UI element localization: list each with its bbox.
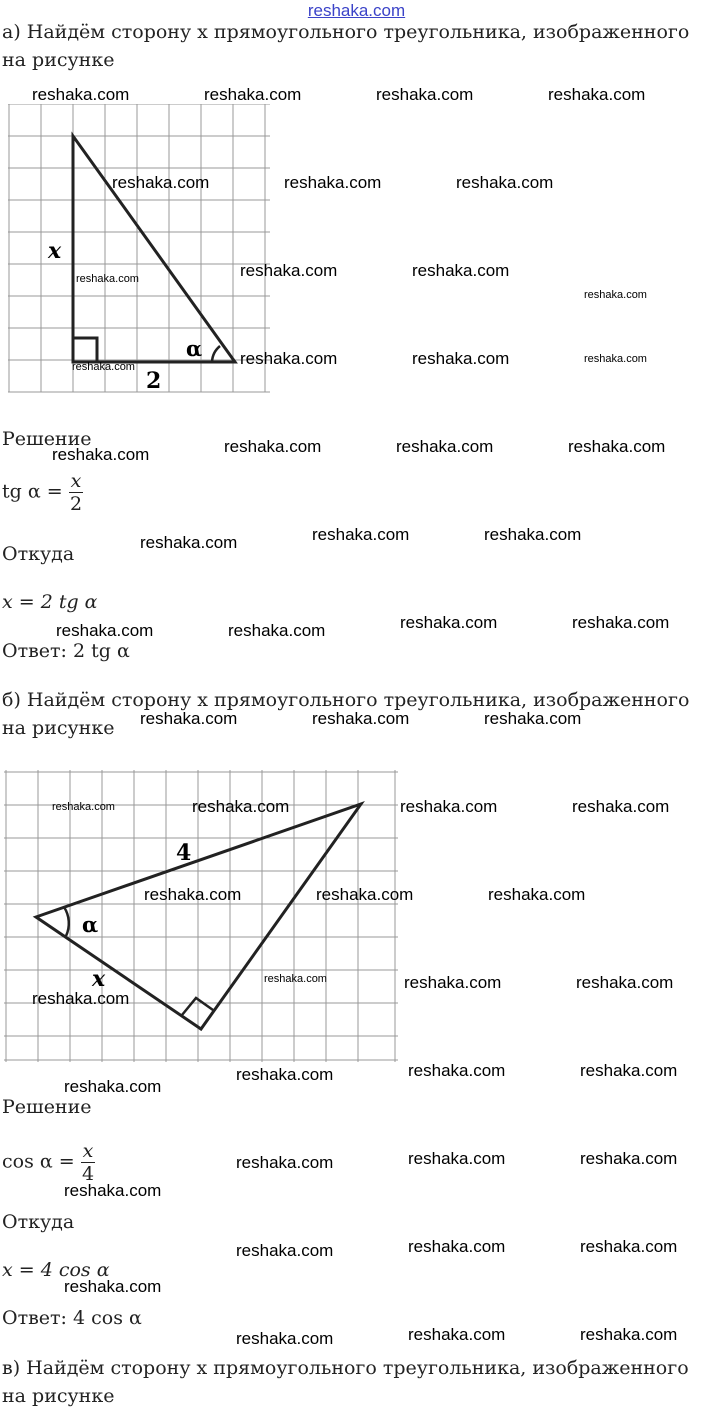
part-a-heading: а) Найдём сторону x прямоугольного треугольника, изображенного на рисунке xyxy=(2,21,696,71)
part-a-label-2: 2 xyxy=(146,368,162,394)
part-b-hence-label: Откуда xyxy=(2,1211,75,1233)
watermark: reshaka.com xyxy=(312,525,410,544)
watermark: reshaka.com xyxy=(312,709,410,728)
part-b-solution-label: Решение xyxy=(2,1096,92,1118)
watermark: reshaka.com xyxy=(64,1077,162,1096)
watermark: reshaka.com xyxy=(72,361,135,373)
part-a-formula-left: tg α = xyxy=(2,480,63,503)
watermark: reshaka.com xyxy=(236,1329,334,1348)
watermark: reshaka.com xyxy=(572,613,670,632)
watermark: reshaka.com xyxy=(140,533,238,552)
part-a-fraction-num: x xyxy=(70,470,82,492)
watermark: reshaka.com xyxy=(236,1065,334,1084)
watermark: reshaka.com xyxy=(408,1149,506,1168)
part-b-fraction xyxy=(81,1140,96,1185)
watermark: reshaka.com xyxy=(584,289,647,301)
part-a-solution-label: Решение xyxy=(2,428,92,450)
watermark: reshaka.com xyxy=(140,709,238,728)
watermark: reshaka.com xyxy=(316,885,414,904)
watermark: reshaka.com xyxy=(408,1237,506,1256)
watermark: reshaka.com xyxy=(548,85,646,104)
watermark: reshaka.com xyxy=(236,1153,334,1172)
part-a-figure xyxy=(8,104,270,396)
watermark: reshaka.com xyxy=(400,797,498,816)
watermark: reshaka.com xyxy=(76,273,139,285)
watermark: reshaka.com xyxy=(192,797,290,816)
watermark: reshaka.com xyxy=(52,445,150,464)
watermark: reshaka.com xyxy=(404,973,502,992)
watermark: reshaka.com xyxy=(64,1181,162,1200)
watermark: reshaka.com xyxy=(396,437,494,456)
site-link[interactable]: reshaka.com xyxy=(307,1,406,20)
watermark: reshaka.com xyxy=(52,801,115,813)
watermark: reshaka.com xyxy=(488,885,586,904)
watermark: reshaka.com xyxy=(412,349,510,368)
watermark: reshaka.com xyxy=(568,437,666,456)
watermark: reshaka.com xyxy=(580,1325,678,1344)
watermark: reshaka.com xyxy=(412,261,510,280)
part-b-angle-arc xyxy=(64,907,69,936)
part-c-heading: в) Найдём сторону x прямоугольного треугольника, изображенного на рисунке xyxy=(2,1357,695,1407)
watermark: reshaka.com xyxy=(484,709,582,728)
part-b-result: x = 4 cos α xyxy=(2,1259,110,1281)
watermark: reshaka.com xyxy=(236,1241,334,1260)
watermark: reshaka.com xyxy=(32,989,130,1008)
part-a-formula xyxy=(2,470,83,515)
watermark: reshaka.com xyxy=(144,885,242,904)
watermark: reshaka.com xyxy=(64,1277,162,1296)
watermark: reshaka.com xyxy=(264,973,327,985)
watermark: reshaka.com xyxy=(32,85,130,104)
watermark: reshaka.com xyxy=(240,349,338,368)
watermark: reshaka.com xyxy=(284,173,382,192)
watermark: reshaka.com xyxy=(408,1061,506,1080)
watermark: reshaka.com xyxy=(580,1061,678,1080)
watermark: reshaka.com xyxy=(572,797,670,816)
watermark: reshaka.com xyxy=(576,973,674,992)
watermark: reshaka.com xyxy=(240,261,338,280)
part-b-label-4: 4 xyxy=(176,840,192,866)
part-a-result: x = 2 tg α xyxy=(2,591,98,613)
part-b-fraction-den: 4 xyxy=(81,1163,95,1185)
watermark: reshaka.com xyxy=(456,173,554,192)
watermark: reshaka.com xyxy=(580,1237,678,1256)
part-a-right-angle xyxy=(73,338,97,362)
part-b-answer: Ответ: 4 cos α xyxy=(2,1307,142,1329)
part-a-answer: Ответ: 2 tg α xyxy=(2,640,130,662)
watermark: reshaka.com xyxy=(56,621,154,640)
part-b-heading: б) Найдём сторону x прямоугольного треугольника, изображенного на рисунке xyxy=(2,689,696,739)
part-a-hence-label: Откуда xyxy=(2,543,75,565)
watermark: reshaka.com xyxy=(580,1149,678,1168)
part-b-label-x: x xyxy=(92,966,106,992)
part-b-formula-left: cos α = xyxy=(2,1150,75,1173)
watermark: reshaka.com xyxy=(484,525,582,544)
part-b-fraction-num: x xyxy=(82,1140,94,1162)
watermark: reshaka.com xyxy=(408,1325,506,1344)
part-a-label-x: x xyxy=(48,238,62,264)
part-a-fraction xyxy=(69,470,84,515)
part-b-label-alpha: α xyxy=(82,912,99,937)
part-a-fraction-den: 2 xyxy=(69,493,83,515)
watermark: reshaka.com xyxy=(112,173,210,192)
watermark: reshaka.com xyxy=(584,353,647,365)
part-b-formula xyxy=(2,1140,95,1185)
watermark: reshaka.com xyxy=(228,621,326,640)
watermark: reshaka.com xyxy=(400,613,498,632)
watermark: reshaka.com xyxy=(376,85,474,104)
part-a-label-alpha: α xyxy=(186,336,203,361)
watermark: reshaka.com xyxy=(224,437,322,456)
watermark: reshaka.com xyxy=(204,85,302,104)
